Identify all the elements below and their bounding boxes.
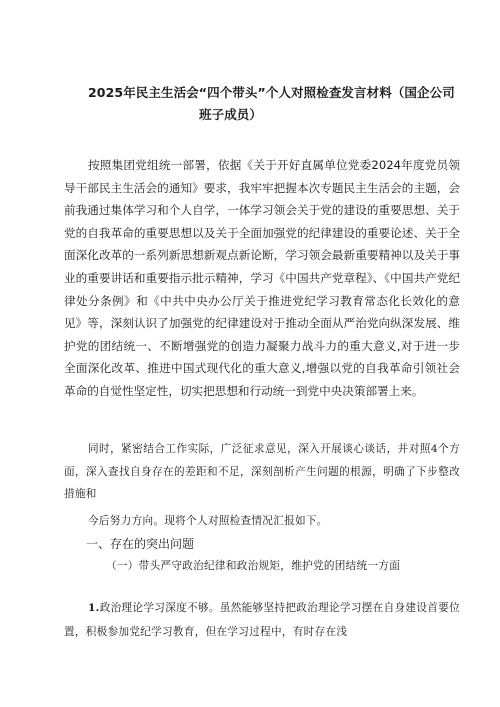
item-text: 政治理论学习深度不够。虽然能够坚持把政治理论学习摆在自身建设首要位置，积极参加党纪学习教育，但在学习过程中，有时存在浅 bbox=[64, 602, 460, 638]
continuation-paragraph: 今后努力方向。现将个人对照检查情况汇报如下。 bbox=[88, 515, 328, 527]
item-number: 1. bbox=[88, 602, 100, 614]
document-title bbox=[88, 82, 468, 126]
subsection-heading: （一）带头严守政治纪律和政治规矩，维护党的团结统一方面 bbox=[106, 560, 401, 572]
title-line-2: 班子成员） bbox=[199, 107, 263, 122]
title-line-1: 2025年民主生活会“四个带头”个人对照检查发言材料（国企公司 bbox=[88, 85, 455, 100]
context-paragraph: 同时，紧密结合工作实际，广泛征求意见，深入开展谈心谈话，并对照4个方面，深入查找自身存在的差距和不足，深刻剖析产生问题的根源，明确了下步整改措施和 bbox=[64, 443, 460, 500]
section-heading: 一、存在的突出问题 bbox=[86, 537, 195, 551]
problem-item-1 bbox=[64, 596, 460, 644]
intro-paragraph: 按照集团党组统一部署，依据《关于开好直属单位党委2024年度党员领导干部民主生活会的通知》要求，我牢牢把握本次专题民主生活会的主题，会前我通过集体学习和个人自学，一体学习领会关于党的建设的重要思想、关于党的自我革命的重要思想以及关于全面加强党的纪律建设的重要论述、关于全面深化改革的一系列新思想新观点新论断，学习领会最新重要精神以及关于事业的重要讲话和重要指示批示精神，学习《中国共产党章程》、《中国共产党纪律处分条例》和《中共中央办公厅关于推进党纪学习教育常态化长效化的意见》等，深刻认识了加强党的纪律建设对于推动全面从严治党向纵深发展、维护党的团结统一、不断增强党的创造力凝聚力战斗力的重大意义,对于进一步全面深化改革、推进中国式现代化的重大意义,增强以党的自我革命引领社会革命的自觉性坚定性，切实把思想和行动统一到党中央决策部署上来。 bbox=[64, 158, 460, 398]
